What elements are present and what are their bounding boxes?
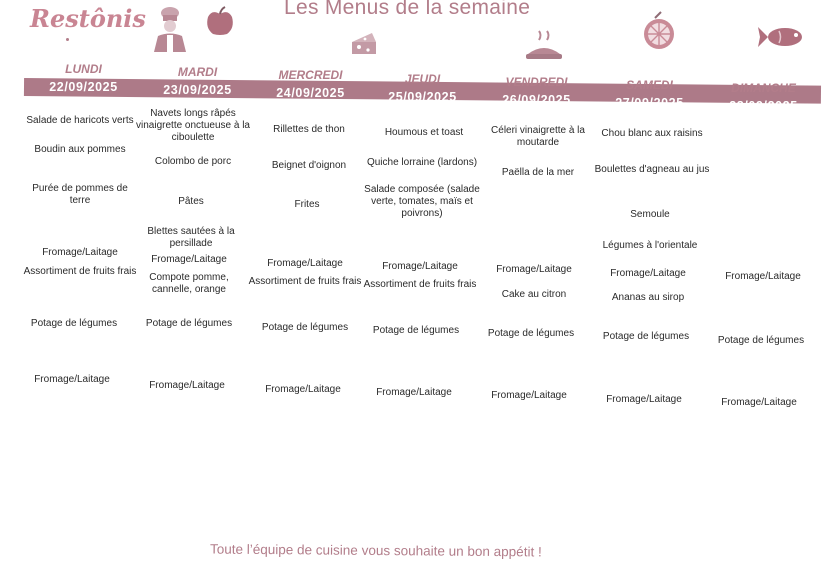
menu-item: Fromage/Laitage: [491, 390, 567, 401]
fish-icon: [757, 24, 807, 50]
day-name: MARDI: [177, 65, 218, 79]
day-name: SAMEDI: [626, 78, 673, 92]
menu-item: Fromage/Laitage: [265, 384, 341, 395]
menu-item: Fromage/Laitage: [42, 247, 118, 258]
menu-item: Colombo de porc: [154, 156, 232, 167]
menu-item: Fromage/Laitage: [34, 374, 110, 385]
menu-item: Fromage/Laitage: [376, 387, 452, 398]
day-header-dimanche: [706, 80, 821, 114]
day-name: LUNDI: [65, 62, 102, 76]
pie-icon: [524, 30, 564, 66]
menu-item: Potage de légumes: [717, 335, 805, 346]
orange-slice-icon: [639, 10, 679, 54]
menu-item: Boulettes d'agneau au jus: [594, 164, 710, 175]
menu-item: Beignet d'oignon: [271, 160, 347, 171]
menu-item: Fromage/Laitage: [149, 380, 225, 391]
logo-dot: [66, 38, 69, 41]
menu-item: Pâtes: [178, 196, 204, 207]
menu-item: Fromage/Laitage: [496, 264, 572, 275]
menu-item: Cake au citron: [501, 289, 567, 300]
menu-item: Houmous et toast: [384, 127, 464, 138]
menu-item: Salade de haricots verts: [26, 115, 134, 126]
menu-item: Boudin aux pommes: [34, 144, 126, 155]
day-name: MERCREDI: [278, 68, 343, 82]
day-date: 27/09/2025: [615, 96, 684, 110]
day-header-vendredi: [479, 74, 594, 108]
day-date: 22/09/2025: [49, 80, 118, 94]
day-header-lundi: [26, 61, 141, 95]
menu-item: Fromage/Laitage: [721, 397, 797, 408]
menu-item: Fromage/Laitage: [610, 268, 686, 279]
menu-item: Potage de légumes: [487, 328, 575, 339]
menu-item: Quiche lorraine (lardons): [366, 157, 478, 168]
menu-item: Potage de légumes: [261, 322, 349, 333]
menu-item: Semoule: [630, 209, 670, 220]
menu-item: Assortiment de fruits frais: [363, 279, 477, 290]
menu-item: Chou blanc aux raisins: [601, 128, 703, 139]
menu-item: Potage de légumes: [145, 318, 233, 329]
restaurant-logo: Restônis: [30, 4, 146, 33]
menu-item: Purée de pommes de terre: [32, 183, 128, 206]
menu-item: Paëlla de la mer: [501, 167, 575, 178]
day-header-jeudi: [365, 71, 480, 105]
day-header-mercredi: [253, 67, 368, 101]
menu-item: Rillettes de thon: [273, 124, 345, 135]
cheese-icon: [350, 30, 378, 56]
menu-item: Potage de légumes: [602, 331, 690, 342]
menu-item: Fromage/Laitage: [725, 271, 801, 282]
day-name: JEUDI: [404, 72, 441, 86]
menu-item: Fromage/Laitage: [267, 258, 343, 269]
day-date: 24/09/2025: [276, 86, 345, 100]
day-name: DIMANCHE: [731, 81, 796, 95]
apple-icon: [204, 6, 236, 36]
footer-message: Toute l’équipe de cuisine vous souhaite un bon appétit !: [209, 541, 542, 560]
menu-item: Potage de légumes: [372, 325, 460, 336]
day-date: 28/09/2025: [729, 99, 798, 113]
menu-item: Navets longs râpés vinaigrette onctueuse à la ciboulette: [136, 108, 250, 143]
menu-item: Fromage/Laitage: [382, 261, 458, 272]
menu-item: Compote pomme, cannelle, orange: [149, 272, 229, 295]
day-header-mardi: [140, 64, 255, 98]
menu-item: Potage de légumes: [30, 318, 118, 329]
menu-item: Fromage/Laitage: [151, 254, 227, 265]
chef-icon: [148, 4, 194, 54]
day-header-samedi: [592, 77, 707, 111]
menu-item: Légumes à l'orientale: [602, 240, 698, 251]
day-date: 25/09/2025: [388, 90, 457, 104]
menu-item: Assortiment de fruits frais: [23, 266, 137, 277]
menu-item: Assortiment de fruits frais: [248, 276, 362, 287]
menu-item: Ananas au sirop: [611, 292, 685, 303]
day-date: 23/09/2025: [163, 83, 232, 97]
page-title: Les Menus de la semaine: [284, 0, 531, 19]
menu-item: Salade composée (salade verte, tomates, maïs et poivrons): [364, 184, 480, 219]
menu-item: Céleri vinaigrette à la moutarde: [491, 125, 585, 148]
day-date: 26/09/2025: [502, 93, 571, 107]
day-name: VENDREDI: [505, 75, 568, 89]
menu-item: Frites: [294, 199, 320, 210]
menu-item: Blettes sautées à la persillade: [147, 226, 235, 249]
menu-item: Fromage/Laitage: [606, 394, 682, 405]
